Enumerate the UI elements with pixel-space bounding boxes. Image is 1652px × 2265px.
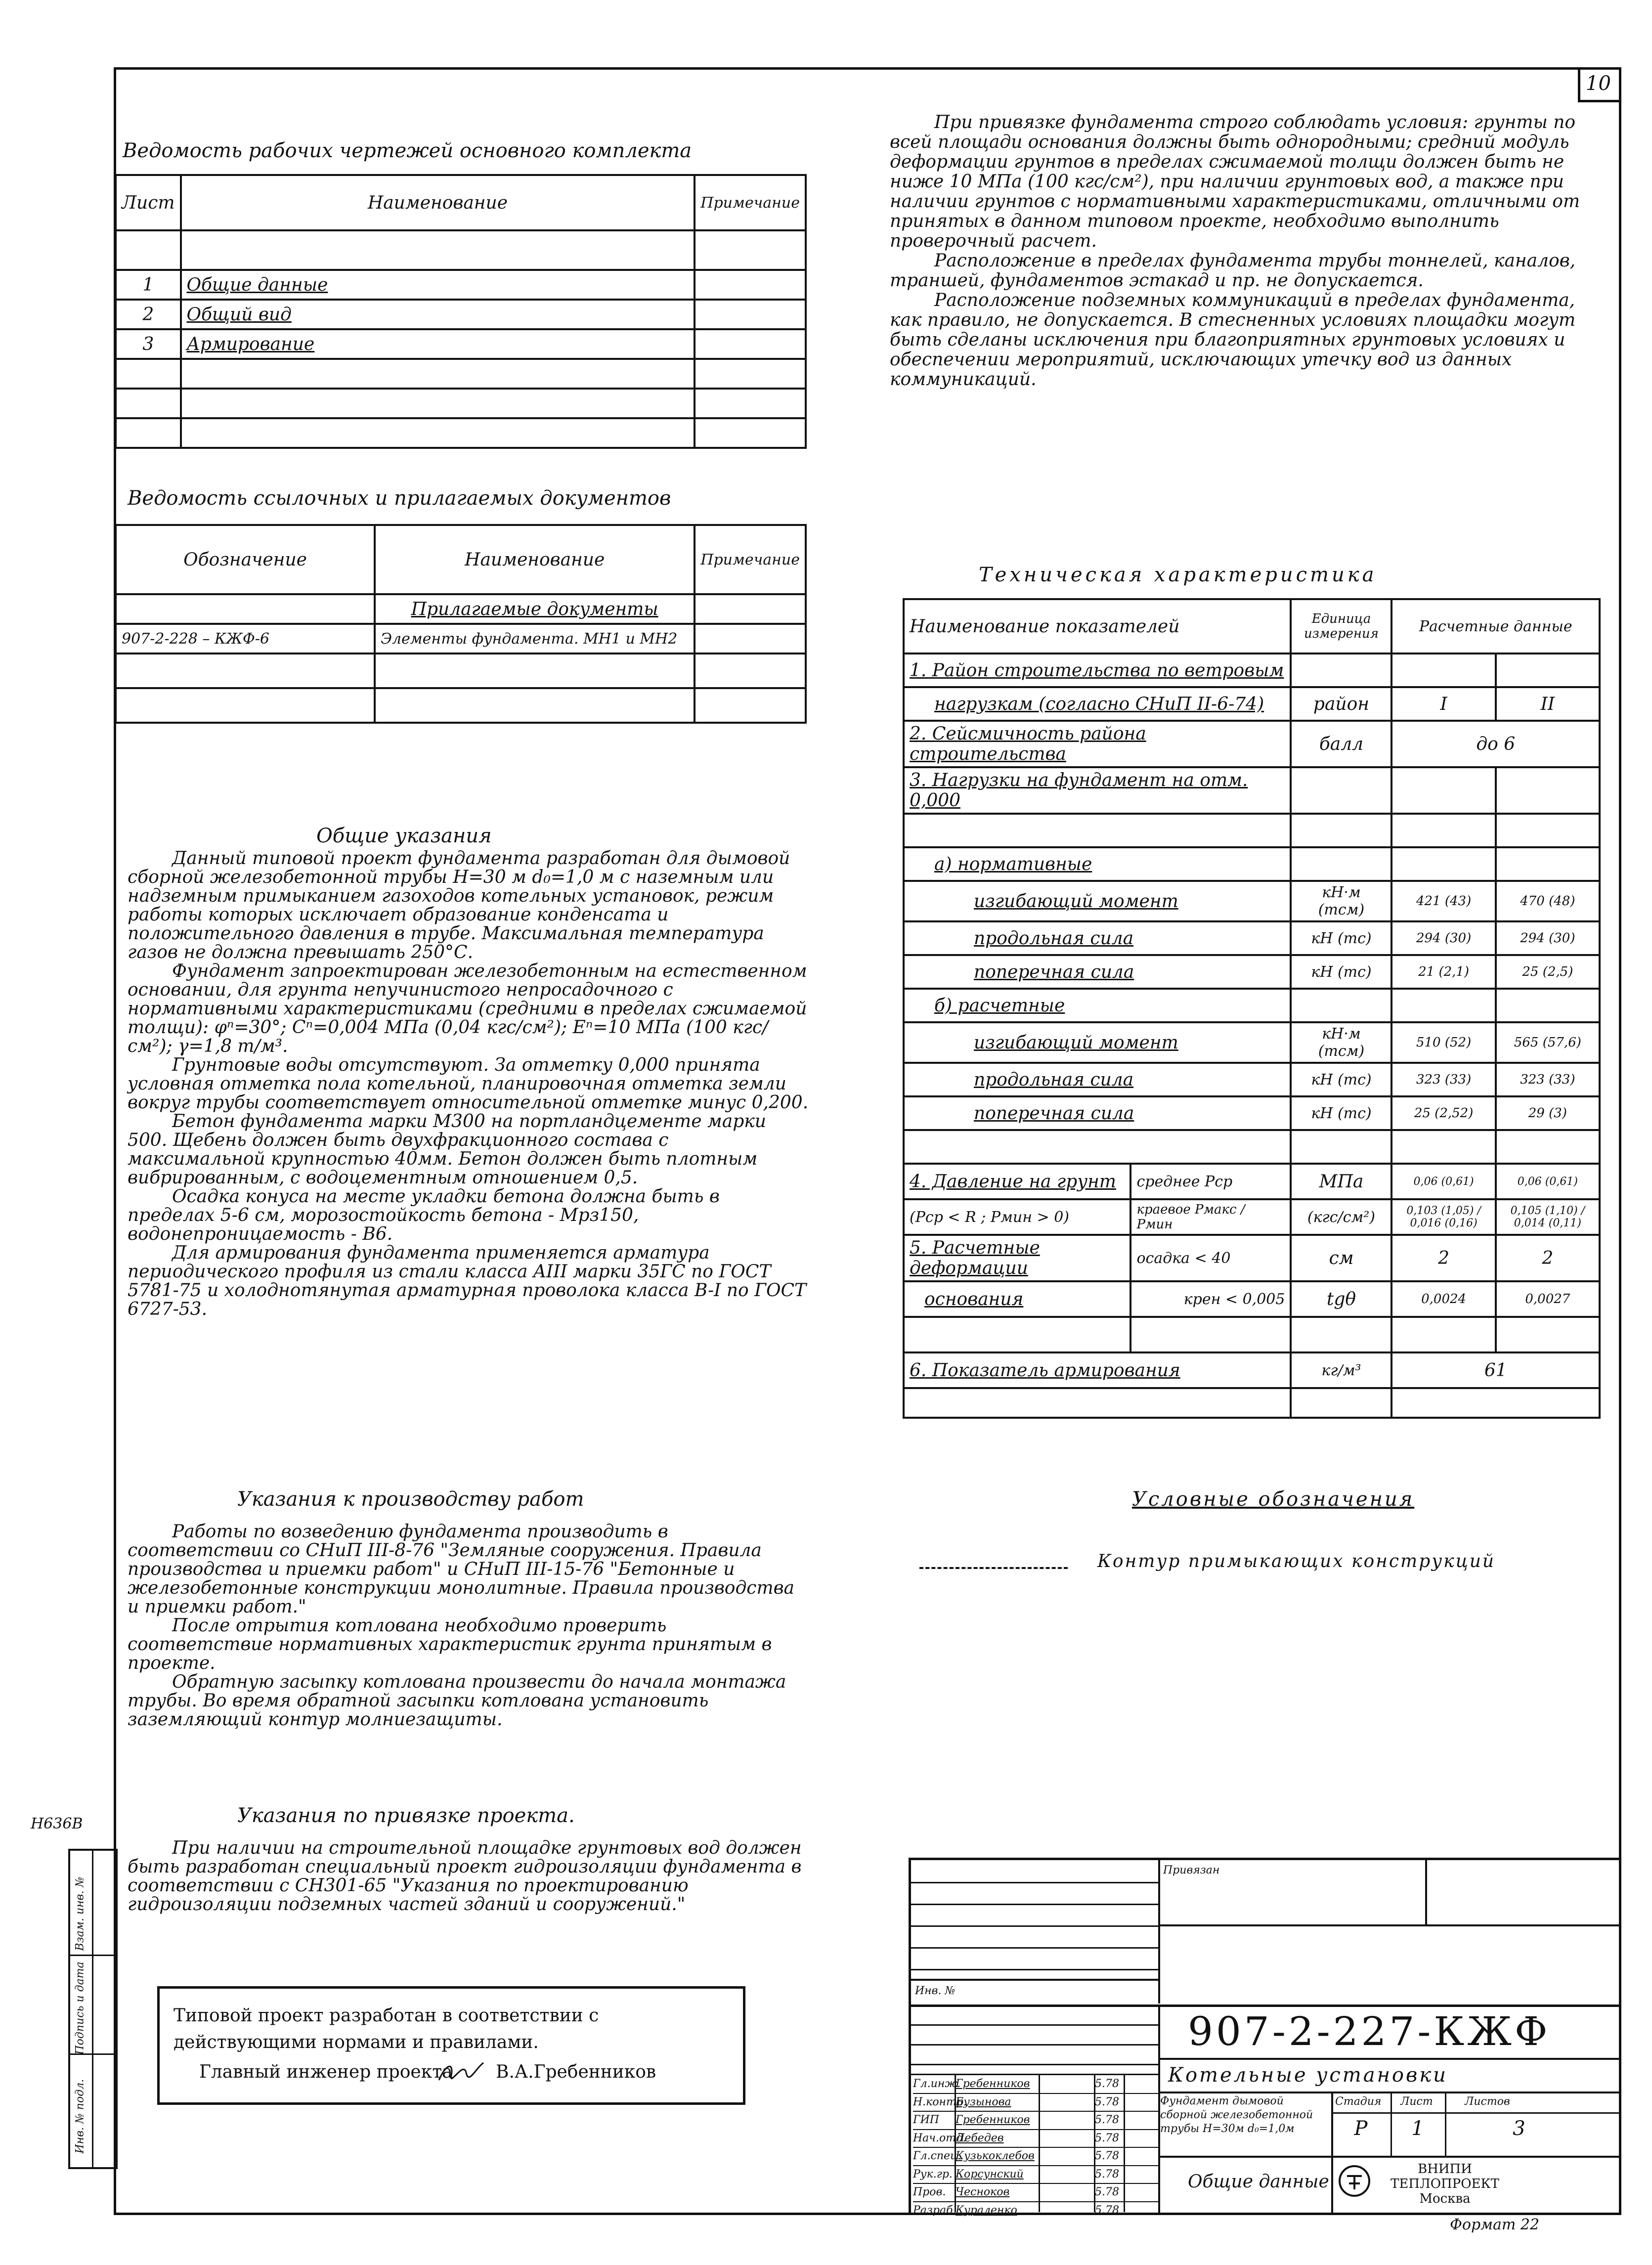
signature-list (913, 2076, 1158, 2219)
side-stamp-label-1: Инв. № подл. (74, 2079, 87, 2154)
table-row: 1. Район строительства по ветровым (904, 653, 1600, 687)
table-row: поперечная сила кН (тс) 25 (2,52) 29 (3) (904, 1096, 1600, 1130)
works-list-table (115, 174, 807, 449)
list-item: Н.контр. Бузынова 5.78 (913, 2094, 1158, 2112)
table-row: нагрузкам (согласно СНиП II-6-74) район I II (904, 687, 1600, 721)
list-item: Рук.гр. Корсунский 5.78 (913, 2166, 1158, 2184)
binding-title: Указания по привязке проекта. (237, 1804, 575, 1827)
table-row: 4. Давление на грунт среднее Pср МПа 0,06 (0,61) 0,06 (0,61) (904, 1164, 1600, 1199)
sheets-label: Листов (1465, 2095, 1510, 2108)
ref-list-table (115, 524, 807, 724)
table-row: 3 Армирование (116, 329, 806, 359)
certificate-engineer-name: В.А.Гребенников (496, 2062, 656, 2082)
side-stamp (68, 1849, 118, 2169)
sheet-value: 1 (1411, 2117, 1424, 2140)
works-col-name: Наименование (181, 175, 695, 230)
tech-table (903, 598, 1601, 1419)
ref-col-code: Обозначение (116, 525, 375, 594)
works-list-title: Ведомость рабочих чертежей основного комплекта (123, 139, 692, 162)
table-row: 6. Показатель армирования кг/м³ 61 (904, 1352, 1600, 1388)
sheet-label: Лист (1400, 2095, 1433, 2108)
table-row: изгибающий момент кН·м (тсм) 421 (43) 470 (48) (904, 881, 1600, 921)
table-row: а) нормативные (904, 847, 1600, 881)
stage-label: Стадия (1335, 2095, 1382, 2108)
side-stamp-label-3: Взам. инв. № (74, 1876, 87, 1951)
table-row: б) расчетные (904, 989, 1600, 1022)
doc-name: Общие данные (1188, 2172, 1329, 2192)
general-title: Общие указания (316, 825, 492, 847)
table-row: 3. Нагрузки на фундамент на отм. 0,000 (904, 767, 1600, 814)
inv-label: Инв. № (915, 1985, 956, 1997)
table-row: изгибающий момент кН·м (тсм) 510 (52) 565 (57,6) (904, 1022, 1600, 1063)
table-row: основания крен < 0,005 tgθ 0,0024 0,0027 (904, 1281, 1600, 1317)
list-item: Нач.отд. Лебедев 5.78 (913, 2130, 1158, 2148)
table-row: 2 Общий вид (116, 300, 806, 329)
table-row: 907-2-228 – КЖФ-6 Элементы фундамента. МН1 и МН2 (116, 624, 806, 653)
tech-col-unit: Единица измерения (1291, 599, 1391, 653)
privyazan-label: Привязан (1163, 1864, 1220, 1876)
org-name: ВНИПИ ТЕПЛОПРОЕКТ Москва (1391, 2162, 1499, 2206)
certificate-box (157, 1986, 745, 2105)
works-col-sheet: Лист (116, 175, 181, 230)
side-code: Н636В (31, 1815, 83, 1832)
signature-image (436, 2053, 486, 2088)
sheet-number: 10 (1586, 72, 1611, 95)
ref-list-title: Ведомость ссылочных и прилагаемых документов (128, 487, 671, 510)
doc-code: 907-2-227-КЖФ (1188, 2008, 1551, 2054)
right-notes: При привязке фундамента строго соблюдать условия: грунты по всей площади основания должны быть однородными; средний модуль деформации грунтов в пределах сжимаемой толщи должен быть не ниже 10 МПа (100 кгс/см²), при наличии грунтовых вод, а также при наличии грунтов с нормативными характеристиками, отличными от принятых в данном типовом проекте, необходимо выполнить проверочный расчет. Расположение в пределах фундамента трубы тоннелей, каналов, траншей, фундаментов эстакад и пр. не допускается. Расположение подземных коммуникаций в пределах фундамента, как правило, не допускается. В стесненных условиях площадки могут быть сделаны исключения при благоприятных грунтовых условиях и обеспечении мероприятий, исключающих утечку вод из данных коммуникаций. (890, 112, 1580, 390)
list-item: Разраб. Кураленко 5.78 (913, 2204, 1119, 2217)
format-label: Формат 22 (1450, 2216, 1540, 2233)
list-item: Гл.спец. Кузькоклебов 5.78 (913, 2148, 1158, 2166)
ref-col-name: Наименование (375, 525, 695, 594)
table-row: продольная сила кН (тс) 323 (33) 323 (33) (904, 1063, 1600, 1096)
list-item: Гл.инж. Гребенников 5.78 (913, 2076, 1158, 2094)
table-row: 2. Сейсмичность района строительства балл до 6 (904, 721, 1600, 767)
table-row: поперечная сила кН (тс) 21 (2,1) 25 (2,5) (904, 955, 1600, 989)
certificate-text: Типовой проект разработан в соответствии с действующими нормами и правилами. (174, 2005, 599, 2052)
title-block (909, 1858, 1619, 2233)
works-text: Работы по возведению фундамента производить в соответствии со СНиП III-8-76 "Земляные сооружения. Правила производства и приемки работ" и СНиП III-15-76 "Бетонные и железобетонные конструкции монолитные. Правила производства и приемки работ." После отрытия котлована необходимо проверить соответствие нормативных характеристик грунта принятым в проекте. Обратную засыпку котлована произвести до начала монтажа трубы. Во время обратной засыпки котлована установить заземляющий контур молниезащиты. (128, 1522, 795, 1730)
binding-text: При наличии на строительной площадке грунтовых вод должен быть разработан специальный проект гидроизоляции фундамента в соответствии с СН301-65 "Указания по проектированию гидроизоляции подземных частей зданий и сооружений." (128, 1838, 802, 1915)
project-name: Котельные установки (1168, 2064, 1448, 2087)
works-col-note: Примечание (695, 175, 806, 230)
side-stamp-label-2: Подпись и дата (74, 1961, 87, 2055)
tech-col-name: Наименование показателей (904, 599, 1291, 653)
ref-col-note: Примечание (695, 525, 806, 594)
ref-section: Прилагаемые документы (375, 594, 695, 624)
doc-description: Фундамент дымовой сборной железобетонной трубы Н=30м d₀=1,0м (1160, 2095, 1313, 2135)
table-row: 5. Расчетные деформации осадка < 40 см 2 2 (904, 1235, 1600, 1281)
table-row: продольная сила кН (тс) 294 (30) 294 (30) (904, 921, 1600, 955)
table-row: (Pср < R ; Pмин > 0) краевое Pмакс / Pмин (кгс/см²) 0,103 (1,05) / 0,016 (0,16) 0,105 (1,10) / 0,014 (0,11) (904, 1199, 1600, 1235)
list-item: Пров. Чесноков 5.78 (913, 2184, 1158, 2202)
table-row: 1 Общие данные (116, 270, 806, 300)
legend-line-sample (919, 1567, 1068, 1569)
legend-item: Контур примыкающих конструкций (1097, 1551, 1496, 1571)
list-item: ГИП Гребенников 5.78 (913, 2112, 1158, 2130)
sheets-value: 3 (1513, 2117, 1525, 2140)
general-text: Данный типовой проект фундамента разработан для дымовой сборной железобетонной трубы Н=30 м d₀=1,0 м с наземным или надземным примыканием газоходов котельных установок, режим работы которых исключает образование конденсата и положительного давления в трубе. Максимальная температура газов не должна превышать 250°С. Фундамент запроектирован железобетонным на естественном основании, для грунта непучинистого непросадочного с нормативными характеристиками (средними в пределах сжимаемой толщи): φⁿ=30°; Cⁿ=0,004 МПа (0,04 кгс/см²); Eⁿ=10 МПа (100 кгс/см²); γ=1,8 т/м³. Грунтовые воды отсутствуют. За отметку 0,000 принята условная отметка пола котельной, планировочная отметка земли вокруг трубы соответствует относительной отметке минус 0,200. Бетон фундамента марки М300 на портландцементе марки 500. Щебень должен быть двухфракционного состава с максимальной крупностью 40мм. Бетон должен быть плотным вибрированным, с водоцементным отношением 0,5. Осадка конуса на месте укладки бетона должна быть в пределах 5-6 см, морозостойкость бетона - Мрз150, водонепроницаемость - В6. Для армирования фундамента применяется арматура периодического профиля из стали класса AIII марки 35ГС по ГОСТ 5781-75 и холоднотянутая арматурная проволока класса B-I по ГОСТ 6727-53. (128, 848, 809, 1319)
tech-title: Техническая характеристика (979, 564, 1377, 586)
works-title: Указания к производству работ (237, 1488, 584, 1511)
stage-value: Р (1354, 2117, 1368, 2140)
tech-col-values: Расчетные данные (1391, 599, 1600, 653)
org-logo-icon (1337, 2164, 1372, 2198)
legend-title: Условные обозначения (1132, 1488, 1415, 1511)
certificate-engineer-label: Главный инженер проекта (199, 2062, 453, 2082)
